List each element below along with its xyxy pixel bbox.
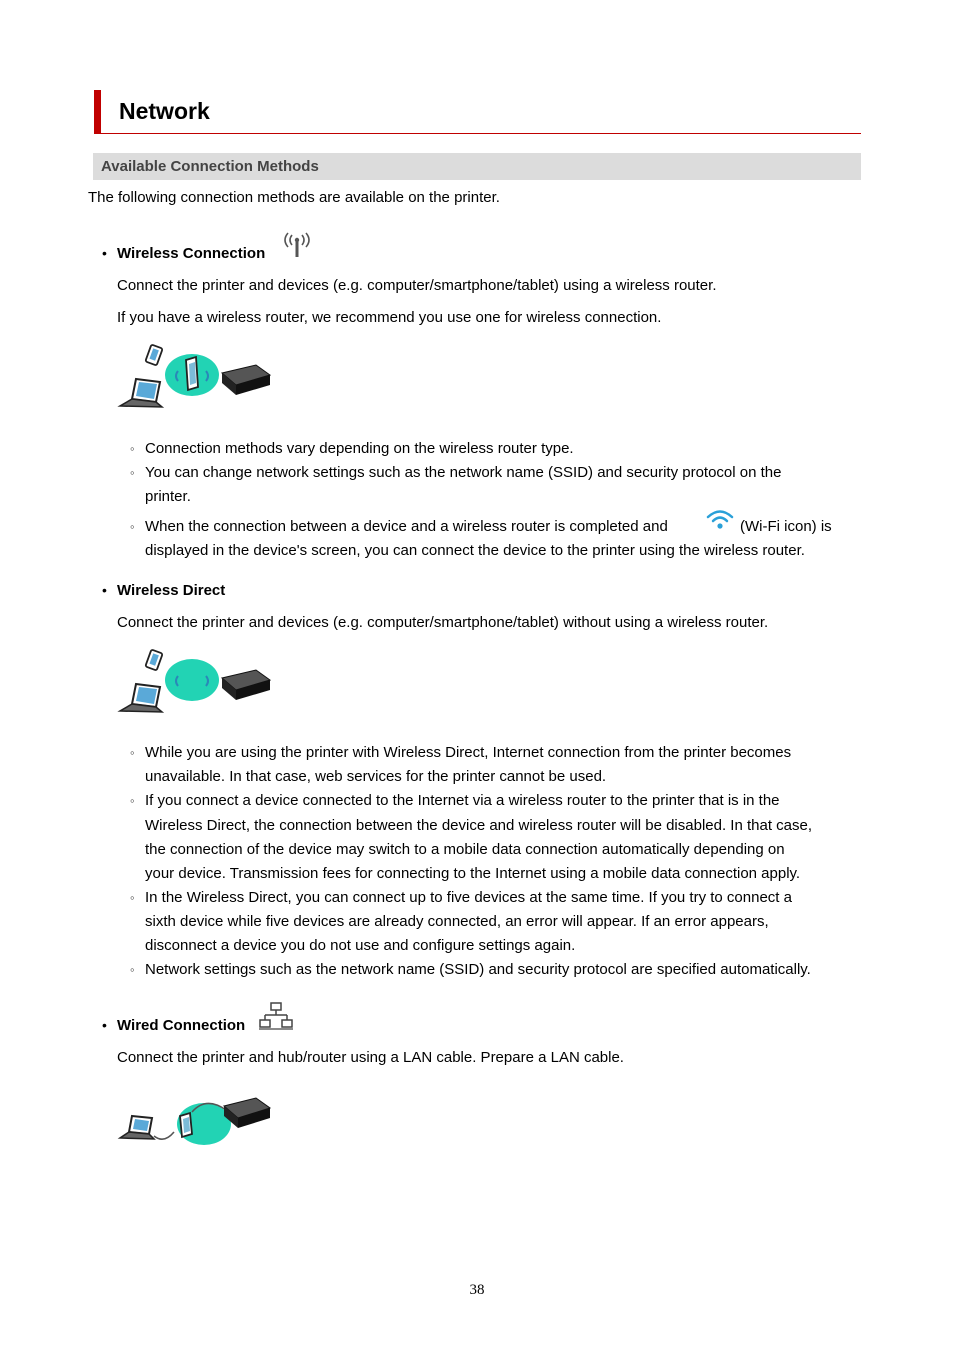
sub-bullet: ◦ bbox=[130, 519, 135, 534]
wireless-note-2: You can change network settings such as the network name (SSID) and security protocol on the bbox=[145, 464, 782, 481]
direct-note-3-cont-1: sixth device while five devices are already connected, an error will appear. If an error appears, bbox=[145, 913, 769, 930]
wireless-note-3: When the connection between a device and a wireless router is completed and bbox=[145, 518, 668, 535]
direct-note-2-cont-1: Wireless Direct, the connection between the device and wireless router will be disabled. In that case, bbox=[145, 817, 813, 834]
sub-bullet: ◦ bbox=[130, 962, 135, 977]
wifi-icon bbox=[706, 508, 734, 532]
wired-connection-desc-1: Connect the printer and hub/router using a LAN cable. Prepare a LAN cable. bbox=[117, 1049, 624, 1066]
title-accent-bar bbox=[94, 90, 101, 134]
bullet: • bbox=[102, 582, 107, 598]
wireless-connection-illustration bbox=[118, 343, 272, 415]
wired-network-icon bbox=[259, 1002, 293, 1030]
direct-note-3-cont-2: disconnect a device you do not use and configure settings again. bbox=[145, 937, 576, 954]
direct-note-2-cont-3: your device. Transmission fees for connecting to the Internet using a mobile data connection apply. bbox=[145, 865, 801, 882]
wireless-antenna-icon bbox=[282, 232, 312, 258]
wired-connection-illustration bbox=[118, 1094, 272, 1150]
wireless-direct-label: Wireless Direct bbox=[117, 582, 226, 599]
page-title: Network bbox=[119, 98, 210, 124]
sub-bullet: ◦ bbox=[130, 793, 135, 808]
wireless-direct-illustration bbox=[118, 648, 272, 720]
direct-note-4: Network settings such as the network name (SSID) and security protocol are specified automatically. bbox=[145, 961, 811, 978]
wireless-note-3-mid: (Wi-Fi icon) is bbox=[740, 518, 832, 535]
wireless-note-3-cont: displayed in the device's screen, you can connect the device to the printer using the wireless router. bbox=[145, 542, 805, 559]
direct-note-1-cont: unavailable. In that case, web services for the printer cannot be used. bbox=[145, 768, 607, 785]
section-heading: Available Connection Methods bbox=[101, 158, 319, 175]
wireless-direct-desc-1: Connect the printer and devices (e.g. computer/smartphone/tablet) without using a wireless router. bbox=[117, 614, 769, 631]
wireless-connection-desc-2: If you have a wireless router, we recommend you use one for wireless connection. bbox=[117, 309, 662, 326]
wireless-connection-label: Wireless Connection bbox=[117, 245, 266, 262]
bullet: • bbox=[102, 245, 107, 261]
sub-bullet: ◦ bbox=[130, 745, 135, 760]
direct-note-2: If you connect a device connected to the Internet via a wireless router to the printer that is in the bbox=[145, 792, 780, 809]
page-number: 38 bbox=[469, 1282, 485, 1298]
wireless-note-2-cont: printer. bbox=[145, 488, 191, 505]
title-rule bbox=[94, 133, 861, 134]
sub-bullet: ◦ bbox=[130, 441, 135, 456]
sub-bullet: ◦ bbox=[130, 890, 135, 905]
wired-connection-label: Wired Connection bbox=[117, 1017, 246, 1034]
bullet: • bbox=[102, 1017, 107, 1033]
intro-text: The following connection methods are available on the printer. bbox=[88, 189, 500, 206]
wireless-connection-desc-1: Connect the printer and devices (e.g. computer/smartphone/tablet) using a wireless router. bbox=[117, 277, 717, 294]
sub-bullet: ◦ bbox=[130, 465, 135, 480]
direct-note-3: In the Wireless Direct, you can connect up to five devices at the same time. If you try to connect a bbox=[145, 889, 792, 906]
wireless-note-1: Connection methods vary depending on the wireless router type. bbox=[145, 440, 574, 457]
direct-note-2-cont-2: the connection of the device may switch to a mobile data connection automatically depending on bbox=[145, 841, 785, 858]
direct-note-1: While you are using the printer with Wireless Direct, Internet connection from the printer becomes bbox=[145, 744, 792, 761]
